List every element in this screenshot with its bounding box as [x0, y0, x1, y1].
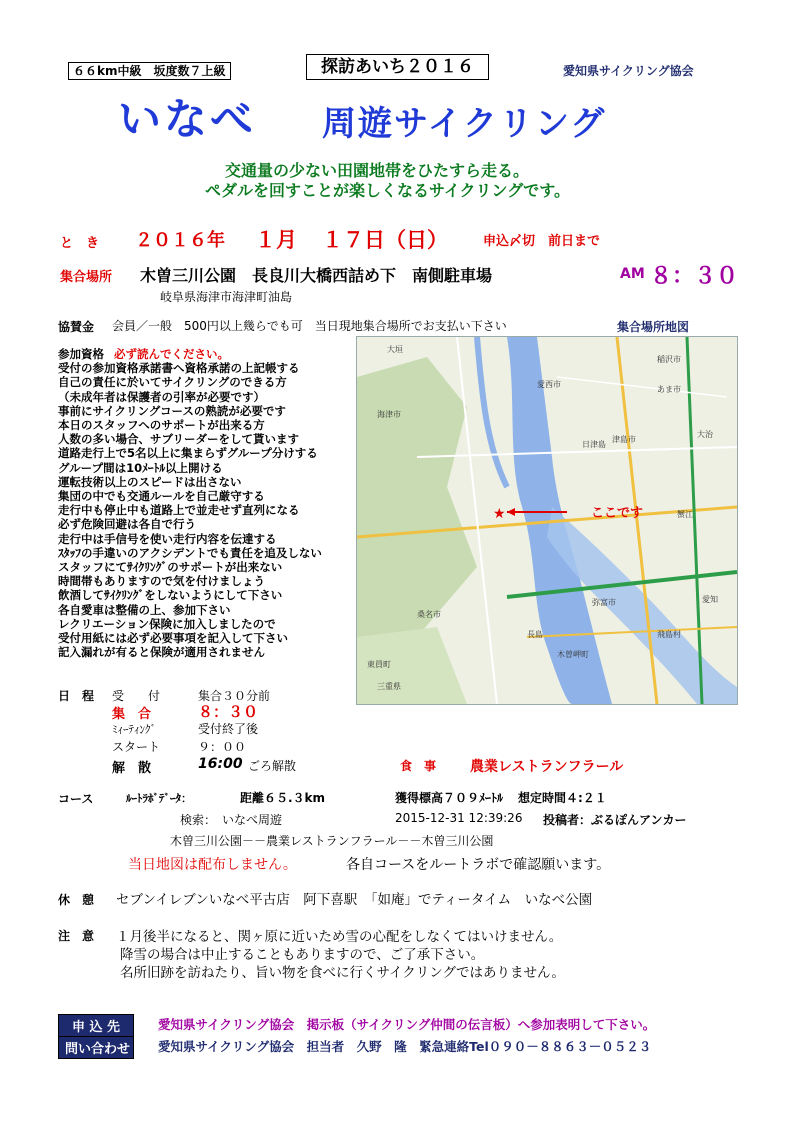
subtitle-line1: 交通量の少ない田園地帯をひたすら走る。: [225, 161, 530, 180]
svg-text:大垣: 大垣: [387, 345, 403, 354]
map-graphic: [357, 337, 737, 704]
rule-item: 人数の多い場合、サブリーダーをして貰います: [58, 432, 300, 447]
meeting-am: AM: [620, 266, 645, 282]
svg-text:長島: 長島: [527, 630, 543, 639]
course-elevation: 獲得標高７０９ﾒｰﾄﾙ: [395, 791, 504, 805]
svg-text:蟹江: 蟹江: [677, 510, 693, 519]
svg-text:大治: 大治: [697, 430, 713, 439]
confirm-notice: 各自コースをルートラボで確認願います。: [346, 857, 611, 873]
series-box: 探訪あいち２０１６: [306, 54, 489, 80]
dismiss-label: 解 散: [112, 761, 152, 776]
meeting-address: 岐阜県海津市海津町油島: [160, 290, 293, 304]
svg-text:稲沢市: 稲沢市: [657, 355, 681, 364]
rest-text: セブンイレブンいなべ平古店 阿下喜駅 「如庵」でティータイム いなべ公園: [116, 892, 593, 908]
level-box: ６６km中級 坂度数７上級: [68, 62, 231, 80]
start-label: スタート: [112, 740, 161, 754]
svg-text:三重県: 三重県: [377, 682, 401, 691]
fee-label: 協賛金: [58, 320, 95, 334]
dismiss-value: 16:00: [198, 756, 243, 772]
rules-heading-row: [58, 347, 322, 361]
start-value: ９：００: [198, 740, 247, 754]
dismiss-suffix: ごろ解散: [248, 759, 297, 773]
svg-text:あま市: あま市: [657, 385, 681, 394]
contact-text: 愛知県サイクリング協会 担当者 久野 隆 緊急連絡Tel０９０－８８６３－０５２３: [158, 1039, 652, 1054]
svg-text:木曽岬町: 木曽岬町: [557, 650, 589, 659]
course-search: 検索： いなべ周遊: [180, 813, 283, 827]
svg-text:弥富市: 弥富市: [592, 598, 616, 607]
schedule-label: 日 程: [58, 689, 95, 703]
rule-item: 走行中も停止中も道路上で並走せず直列になる: [58, 503, 300, 518]
rule-item: 必ず危険回避は各自で行う: [58, 517, 196, 532]
organizer: 愛知県サイクリング協会: [563, 64, 694, 78]
rule-item: 受付用紙には必ず必要事項を記入して下さい: [58, 631, 288, 646]
gather-label: 集 合: [112, 707, 152, 722]
deadline: 申込〆切 前日まで: [483, 234, 601, 249]
rule-item: 時間帯もありますので気を付けましょう: [58, 574, 265, 589]
note-line: 名所旧跡を訪ねたり、旨い物を食べに行くサイクリングではありません。: [120, 965, 565, 981]
date-day: １７日（日）: [322, 228, 448, 252]
meeting-place: 木曽三川公園 長良川大橋西詰め下 南側駐車場: [140, 266, 493, 285]
meal-value: 農業レストランフラール: [470, 759, 624, 775]
meeting-time-value: 受付終了後: [198, 722, 259, 736]
routelab-label: ﾙｰﾄﾗﾎﾞﾃﾞｰﾀ：: [126, 792, 192, 805]
date-year: ２０１６年: [135, 230, 225, 251]
rules-block: [58, 347, 322, 659]
note-line: 降雪の場合は中止することもありますので、ご了承下さい。: [120, 947, 485, 963]
map-link[interactable]: 集合場所地図: [617, 320, 690, 334]
meeting-label: 集合場所: [60, 270, 113, 285]
rule-item: 自己の責任に於いてサイクリングのできる方: [58, 375, 287, 390]
meeting-time-label: ﾐｨｰﾃｨﾝｸﾞ: [112, 723, 156, 736]
title-place: いなべ: [118, 95, 256, 145]
rule-item: 各自愛車は整備の上、参加下さい: [58, 602, 231, 617]
map-marker-label: ここです: [591, 506, 644, 521]
rule-item: 集団の中でも交通ルールを自己厳守する: [58, 489, 265, 504]
rule-item: 本日のスタッフへのサポートが出来る方: [58, 418, 265, 433]
date-label: と き: [60, 236, 100, 251]
gather-value: ８：３０: [198, 703, 259, 721]
rules-must-read: 必ず読んでください。: [114, 347, 230, 361]
svg-text:愛知: 愛知: [702, 595, 718, 604]
rule-item: 事前にサイクリングコースの熟読が必要です: [58, 403, 286, 418]
rule-item: グループ間は10ﾒｰﾄﾙ以上開ける: [58, 460, 223, 475]
rule-item: （未成年者は保護者の引率が必要です）: [58, 389, 265, 404]
rules-heading: 参加資格: [58, 347, 104, 361]
reception-label: 受 付: [112, 689, 161, 703]
rule-item: 飲酒してｻｲｸﾘﾝｸﾞをしないようにして下さい: [58, 588, 283, 603]
svg-text:津島市: 津島市: [612, 435, 636, 444]
contact-label: 問い合わせ: [58, 1036, 134, 1059]
rule-item: 受付の参加資格承諾書へ資格承諾の上記帳する: [58, 361, 300, 376]
reception-value: 集合３０分前: [198, 689, 271, 703]
svg-text:愛西市: 愛西市: [537, 380, 561, 389]
meeting-time: ８：３０: [650, 264, 739, 289]
rule-item: スタッフにてｻｲｸﾘﾝｸﾞのサポートが出来ない: [58, 560, 283, 575]
course-distance: 距離６５.３km: [240, 791, 326, 805]
title-suffix: 周遊サイクリング: [322, 104, 607, 144]
subtitle-line2: ペダルを回すことが楽しくなるサイクリングです。: [205, 181, 570, 200]
course-label: コース: [58, 792, 94, 806]
meal-label: 食 事: [400, 759, 437, 773]
meeting-map[interactable]: [356, 336, 738, 705]
svg-text:海津市: 海津市: [377, 410, 401, 419]
svg-text:桑名市: 桑名市: [417, 610, 441, 619]
rule-item: 道路走行上で5名以上に集まらずグループ分けする: [58, 446, 318, 461]
svg-text:東員町: 東員町: [367, 660, 391, 669]
svg-text:飛島村: 飛島村: [657, 630, 681, 639]
fee-text: 会員／一般 500円以上幾らでも可 当日現地集合場所でお支払い下さい: [112, 319, 507, 333]
course-route: 木曽三川公園－－農業レストランフラール－－木曽三川公園: [170, 834, 494, 848]
notes-label: 注 意: [58, 929, 95, 943]
rule-item: 走行中は手信号を使い走行内容を伝達する: [58, 531, 277, 546]
svg-text:★: ★: [493, 506, 506, 522]
rest-label: 休 憩: [58, 893, 95, 907]
rule-item: 記入漏れが有ると保険が適用されません: [58, 645, 265, 660]
apply-text: 愛知県サイクリング協会 掲示板（サイクリング仲間の伝言板）へ参加表明して下さい。: [158, 1017, 656, 1032]
svg-text:日津島: 日津島: [582, 440, 606, 449]
rule-item: 運転技術以上のスピードは出さない: [58, 474, 242, 489]
course-poster: 投稿者：ぶるぽんアンカー: [543, 813, 687, 827]
apply-label: 申 込 先: [58, 1014, 134, 1037]
rule-item: ｽﾀｯﾌの手違いのアクシデントでも責任を追及しない: [58, 545, 322, 560]
course-posted: 2015-12-31 12:39:26: [395, 811, 523, 825]
note-line: １月後半になると、関ヶ原に近いため雪の心配をしなくてはいけません。: [116, 929, 563, 945]
no-map-notice: 当日地図は配布しません。: [128, 857, 297, 873]
rule-item: レクリエーション保険に加入しましたので: [58, 616, 276, 631]
date-month: １月: [255, 228, 297, 252]
course-time: 想定時間４:２１: [518, 791, 607, 805]
